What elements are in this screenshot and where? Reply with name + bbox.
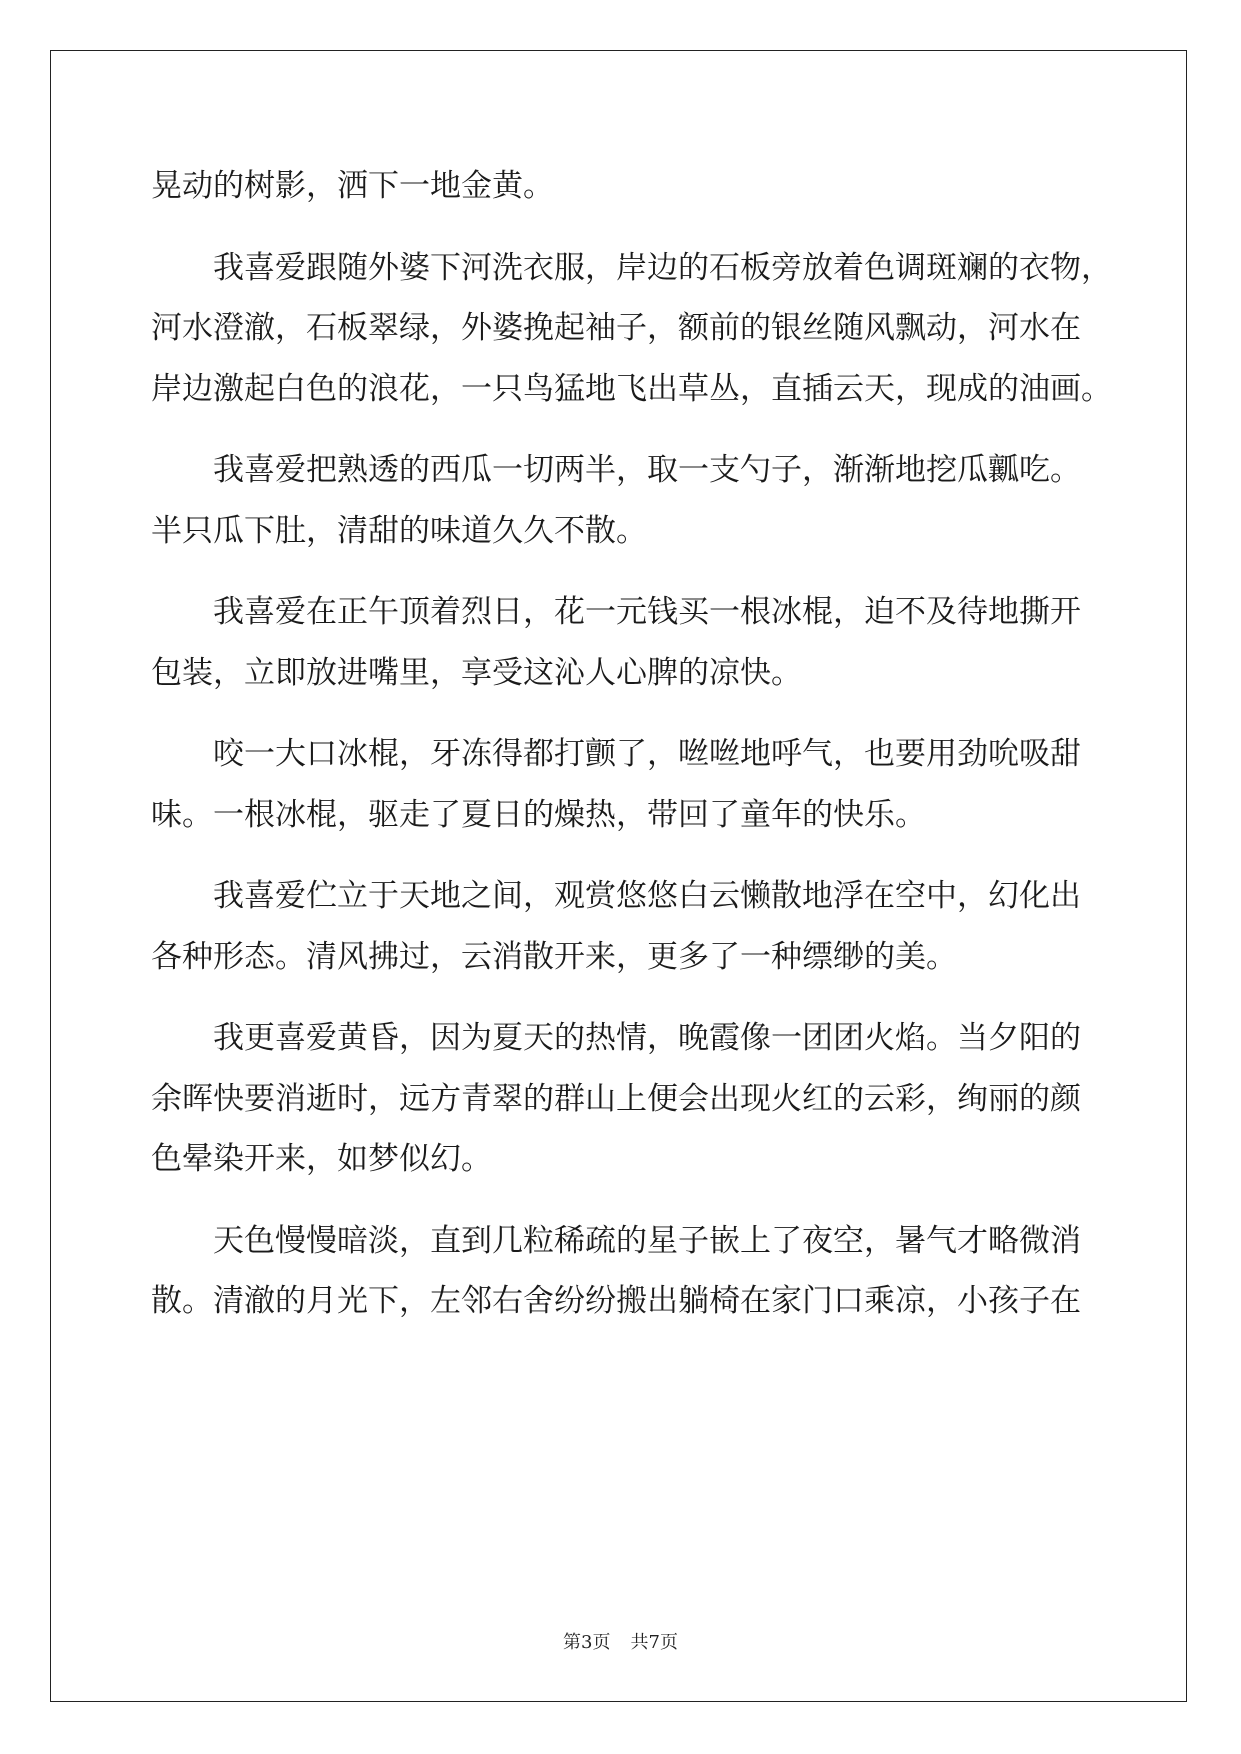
page-footer <box>0 1628 1241 1654</box>
text-line: 我喜爱在正午顶着烈日，花一元钱买一根冰棍，迫不及待地撕开 <box>213 594 1081 630</box>
text-line: 岸边激起白色的浪花，一只鸟猛地飞出草丛，直插云天，现成的油画。 <box>151 370 1112 407</box>
paragraph <box>151 238 1112 420</box>
text-line: 色晕染开来，如梦似幻。 <box>151 1141 492 1177</box>
text-line: 我更喜爱黄昏，因为夏天的热情，晚霞像一团团火焰。当夕阳的 <box>213 1020 1081 1056</box>
paragraph <box>151 1211 1091 1332</box>
paragraph <box>151 440 1091 561</box>
text-line: 天色慢慢暗淡，直到几粒稀疏的星子嵌上了夜空，暑气才略微消 <box>213 1222 1081 1259</box>
text-line: 我喜爱跟随外婆下河洗衣服，岸边的石板旁放着色调斑斓的衣物， <box>213 249 1112 286</box>
text-line: 各种形态。清风拂过，云消散开来，更多了一种缥缈的美。 <box>151 938 957 975</box>
paragraph <box>151 724 1091 845</box>
paragraph <box>151 582 1091 703</box>
text-line: 味。一根冰棍，驱走了夏日的燥热，带回了童年的快乐。 <box>151 796 926 833</box>
text-line: 咬一大口冰棍，牙冻得都打颤了，咝咝地呼气，也要用劲吮吸甜 <box>213 736 1081 772</box>
paragraph <box>151 866 1091 987</box>
paragraph <box>151 156 1091 217</box>
paragraph <box>151 1008 1091 1190</box>
text-line: 河水澄澈，石板翠绿，外婆挽起袖子，额前的银丝随风飘动，河水在 <box>151 310 1081 346</box>
text-line: 我喜爱伫立于天地之间，观赏悠悠白云懒散地浮在空中，幻化出 <box>213 878 1081 914</box>
text-line: 散。清澈的月光下，左邻右舍纷纷搬出躺椅在家门口乘凉，小孩子在 <box>151 1283 1081 1319</box>
document-body <box>151 156 1112 1332</box>
text-line: 包装，立即放进嘴里，享受这沁人心脾的凉快。 <box>151 654 802 691</box>
current-page-number: 第3页 <box>563 1632 611 1653</box>
text-line: 半只瓜下肚，清甜的味道久久不散。 <box>151 512 647 549</box>
text-line: 晃动的树影，洒下一地金黄。 <box>151 168 554 204</box>
total-pages: 共7页 <box>630 1632 678 1653</box>
text-line: 我喜爱把熟透的西瓜一切两半，取一支勺子，渐渐地挖瓜瓤吃。 <box>213 452 1081 488</box>
text-line: 余晖快要消逝时，远方青翠的群山上便会出现火红的云彩，绚丽的颜 <box>151 1080 1081 1117</box>
